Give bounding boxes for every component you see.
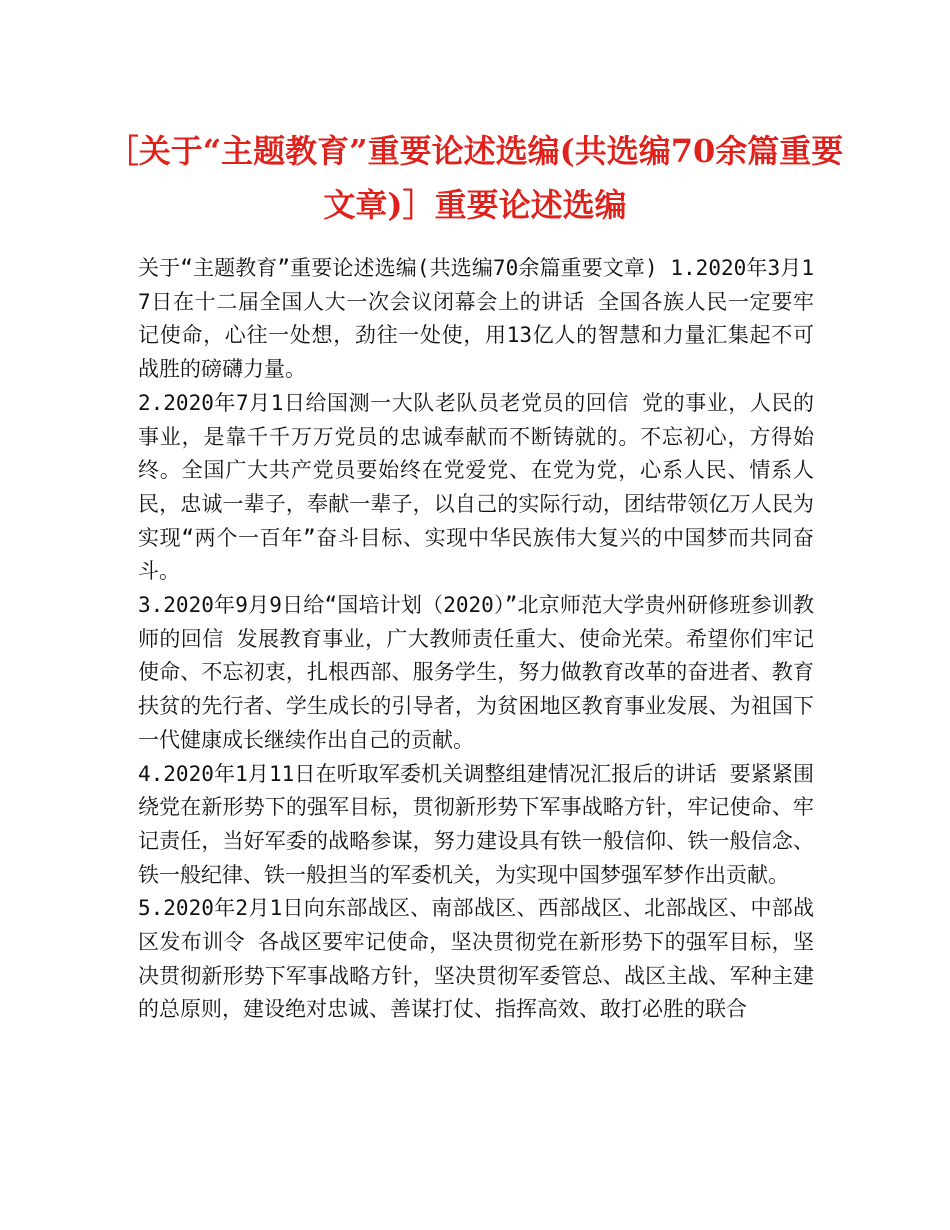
paragraph: 3.2020年9月9日给“国培计划（2020）”北京师范大学贵州研修班参训教师的回信 发展教育事业，广大教师责任重大、使命光荣。希望你们牢记使命、不忘初衷，扎根西部、服务学生，努力做教育改革的奋进者、教育扶贫的先行者、学生成长的引导者，为贫困地区教育事业发展、为祖国下一代健康成长继续作出自己的贡献。	[138, 593, 814, 752]
document-title: ［关于“主题教育”重要论述选编(共选编70余篇重要文章)］重要论述选编	[106, 132, 844, 224]
paragraph: 关于“主题教育”重要论述选编(共选编70余篇重要文章) 1.2020年3月17日在十二届全国人大一次会议闭幕会上的讲话 全国各族人民一定要牢记使命，心往一处想，劲往一处使，用13亿人的智慧和力量汇集起不可战胜的磅礴力量。	[138, 256, 814, 382]
paragraph: 4.2020年1月11日在听取军委机关调整组建情况汇报后的讲话 要紧紧围绕党在新形势下的强军目标，贯彻新形势下军事战略方针，牢记使命、牢记责任，当好军委的战略参谋，努力建设具有铁一般信仰、铁一般信念、铁一般纪律、铁一般担当的军委机关，为实现中国梦强军梦作出贡献。	[138, 761, 814, 887]
document-body	[138, 252, 814, 1027]
paragraph: 5.2020年2月1日向东部战区、南部战区、西部战区、北部战区、中部战区发布训令 各战区要牢记使命，坚决贯彻党在新形势下的强军目标，坚决贯彻新形势下军事战略方针，坚决贯彻军委管总、战区主战、军种主建的总原则，建设绝对忠诚、善谋打仗、指挥高效、敢打必胜的联合	[138, 896, 814, 1022]
paragraph: 2.2020年7月1日给国测一大队老队员老党员的回信 党的事业，人民的事业，是靠千千万万党员的忠诚奉献而不断铸就的。不忘初心，方得始终。全国广大共产党员要始终在党爱党、在党为党，心系人民、情系人民，忠诚一辈子，奉献一辈子，以自己的实际行动，团结带领亿万人民为实现“两个一百年”奋斗目标、实现中华民族伟大复兴的中国梦而共同奋斗。	[138, 390, 814, 584]
